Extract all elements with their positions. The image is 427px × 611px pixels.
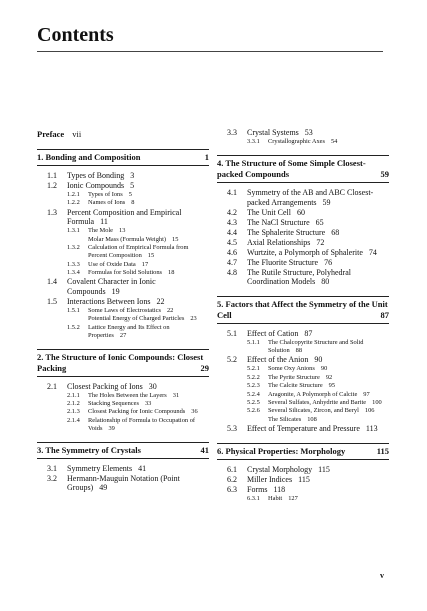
page-number: v (380, 571, 384, 580)
entry-title: Habit 127 (268, 494, 298, 502)
entry-page: 41 (138, 463, 147, 473)
entry-number: 5.2.3 (247, 382, 260, 390)
entry-page: 23 (190, 315, 197, 323)
chapter-page: 29 (200, 362, 209, 373)
entry-title: Symmetry of the AB and ABC Closest-packed Arrangements 59 (247, 188, 374, 207)
toc-entry[interactable] (217, 238, 389, 248)
entry-page: 17 (141, 260, 149, 268)
entry-number: 1.1 (47, 171, 57, 180)
entry-number: 3.3 (227, 128, 237, 138)
entry-title: Lattice Energy and Its Effect on Properties 27 (88, 323, 170, 339)
entry-page: 18 (168, 268, 175, 276)
entry-number: 6.1 (227, 464, 237, 474)
entry-page: 39 (108, 424, 115, 432)
toc-entry[interactable] (37, 297, 209, 307)
entry-number: 6.2 (227, 474, 237, 484)
entry-page: 108 (307, 415, 317, 423)
toc-entry[interactable] (37, 417, 209, 433)
entry-number: 4.3 (227, 217, 237, 227)
entry-page: 113 (365, 424, 378, 434)
entry-number: 6.3 (227, 484, 237, 494)
entry-title: The Sphalerite Structure 68 (247, 227, 340, 237)
toc-entry[interactable] (217, 228, 389, 238)
toc-entry[interactable] (217, 485, 389, 495)
entry-page: 90 (320, 365, 328, 373)
toc-entry[interactable] (217, 391, 389, 399)
entry-title: The Mole 13 (88, 227, 126, 235)
entry-title: Closest Packing of Ions 30 (67, 381, 157, 391)
toc-entry[interactable] (37, 324, 209, 340)
entry-number: 1.3.1 (67, 227, 80, 235)
entry-number: 2.1.1 (67, 391, 80, 399)
toc-chapter (37, 149, 209, 340)
toc-entry[interactable] (217, 382, 389, 390)
entry-title: The Silicates 108 (268, 415, 317, 423)
toc-entry[interactable] (37, 277, 209, 296)
chapter-heading[interactable] (217, 443, 389, 460)
chapter-heading[interactable] (37, 442, 209, 459)
entry-title: The Unit Cell 60 (247, 207, 305, 217)
toc-chapter (37, 349, 209, 433)
entry-page: 22 (166, 306, 174, 314)
entry-page: 90 (314, 355, 323, 365)
entry-number: 1.5 (47, 296, 57, 306)
title-rule (37, 51, 383, 52)
preface-page: vii (72, 129, 82, 139)
entry-title: Percent Composition and Empirical Formula 11 (67, 207, 182, 227)
toc-chapter (217, 443, 389, 503)
entry-title: Types of Bonding 3 (67, 171, 135, 180)
entry-title: Relationship of Formula to Occupation of Voids 39 (88, 416, 196, 432)
entry-number: 5.1.1 (247, 339, 260, 347)
entry-number: 1.5.1 (67, 306, 80, 314)
toc-entry[interactable] (37, 474, 209, 493)
entry-title: Effect of the Anion 90 (247, 355, 323, 365)
toc-entry[interactable] (217, 248, 389, 258)
toc-entry[interactable] (37, 208, 209, 227)
left-chapter-list (37, 149, 209, 493)
entry-number: 5.2.6 (247, 407, 260, 415)
chapter-title: 1. Bonding and Composition (37, 152, 141, 162)
toc-entry[interactable] (217, 268, 389, 287)
toc-entry[interactable] (37, 171, 209, 181)
entry-page: 100 (372, 398, 382, 406)
toc-chapter (217, 155, 389, 287)
entry-number: 5.2.1 (247, 365, 260, 373)
entry-title: Symmetry Elements 41 (67, 463, 147, 473)
entry-number: 4.6 (227, 247, 237, 257)
entry-title: Several Silicates, Zircon, and Beryl 106 (268, 407, 375, 415)
chapter-page: 41 (200, 444, 209, 455)
entry-number: 1.4 (47, 277, 57, 287)
entry-number: 2.1.4 (67, 416, 80, 424)
entry-number: 3.2 (47, 473, 57, 483)
entry-page: 53 (304, 128, 313, 138)
chapter-page: 87 (380, 310, 389, 321)
entry-page: 76 (324, 257, 333, 267)
entry-page: 59 (322, 197, 331, 207)
toc-entry[interactable] (217, 138, 389, 146)
entry-title: Axial Relationships 72 (247, 237, 325, 247)
toc-chapter (37, 442, 209, 493)
entry-title: The NaCl Structure 65 (247, 217, 324, 227)
toc-entry[interactable] (217, 208, 389, 218)
toc-entry[interactable] (37, 408, 209, 416)
toc-entry[interactable] (217, 475, 389, 485)
toc-entry[interactable] (217, 407, 389, 415)
entry-number: 4.8 (227, 267, 237, 277)
entry-title: Wurtzite, a Polymorph of Sphalerite 74 (247, 247, 377, 257)
toc-right-column (217, 128, 389, 503)
toc-entry[interactable] (37, 400, 209, 408)
entry-number: 1.2.2 (67, 199, 80, 207)
entry-page: 92 (325, 373, 333, 381)
entry-page: 22 (156, 296, 165, 306)
entry-page: 97 (363, 390, 370, 398)
toc-entry[interactable] (37, 236, 209, 244)
entry-page: 30 (148, 381, 157, 391)
entry-number: 5.2.5 (247, 398, 260, 406)
toc-entry[interactable] (217, 399, 389, 407)
entry-page: 88 (295, 347, 303, 355)
entry-page: 33 (144, 400, 152, 407)
toc-entry[interactable] (217, 218, 389, 228)
entry-page: 15 (147, 252, 155, 260)
entry-title: Forms 118 (247, 484, 286, 494)
entry-page: 3 (130, 171, 135, 180)
entry-title: The Pyrite Structure 92 (268, 373, 333, 381)
entry-number: 2.1 (47, 381, 57, 391)
entry-number: 4.1 (227, 188, 237, 198)
entry-title: Some Oxy Anions 90 (268, 365, 328, 373)
chapter-title: 6. Physical Properties: Morphology (217, 445, 346, 456)
toc-entry[interactable] (37, 307, 209, 315)
toc-preface[interactable] (37, 128, 209, 140)
entry-title: Crystal Systems 53 (247, 128, 313, 138)
entry-page: 115 (298, 474, 310, 484)
toc-entry[interactable] (37, 261, 209, 269)
entry-title: Several Sulfates, Anhydrite and Barite 100 (268, 398, 382, 406)
entry-number: 1.3.4 (67, 268, 80, 276)
entry-number: 6.3.1 (247, 494, 260, 502)
entry-number: 5.2 (227, 355, 237, 365)
entry-number: 1.5.2 (67, 323, 80, 331)
entry-title: Molar Mass (Formula Weight) 15 (88, 235, 179, 243)
entry-title: Crystallographic Axes 54 (268, 138, 338, 146)
entry-page: 87 (304, 329, 313, 339)
entry-number: 2.1.2 (67, 400, 80, 407)
right-chapter-list (217, 155, 389, 502)
entry-number: 1.2.1 (67, 190, 80, 198)
chapter-heading[interactable] (217, 155, 389, 183)
entry-title: Closest Packing for Ionic Compounds 36 (88, 408, 198, 416)
entry-number: 1.3.3 (67, 260, 80, 268)
toc-entry[interactable] (37, 227, 209, 235)
entry-number: 1.2 (47, 180, 57, 190)
chapter-page: 1 (204, 152, 209, 162)
entry-page: 5 (130, 180, 135, 190)
toc-entry[interactable] (217, 258, 389, 268)
entry-number: 4.4 (227, 227, 237, 237)
entry-number: 4.5 (227, 237, 237, 247)
toc-chapter (217, 296, 389, 434)
toc-entry[interactable] (37, 191, 209, 199)
entry-page: 74 (368, 247, 377, 257)
entry-page: 95 (328, 382, 336, 390)
page-title: Contents (37, 24, 114, 46)
entry-page: 60 (297, 207, 305, 217)
entry-number: 5.3 (227, 424, 237, 434)
entry-title: The Fluorite Structure 76 (247, 257, 333, 267)
entry-title: The Holes Between the Layers 31 (88, 391, 180, 399)
chapter-title: 3. The Symmetry of Crystals (37, 444, 141, 455)
entry-page: 106 (364, 407, 375, 415)
entry-title: The Rutile Structure, Polyhedral Coordination Models 80 (247, 267, 351, 287)
entry-title: Aragonite, A Polymorph of Calcite 97 (268, 390, 370, 398)
entry-title: Names of Ions 8 (88, 199, 135, 207)
toc-entry[interactable] (217, 329, 389, 339)
entry-number: 4.7 (227, 257, 237, 267)
entry-number: 3.3.1 (247, 138, 260, 146)
toc-entry[interactable] (37, 315, 209, 323)
toc-entry[interactable] (217, 339, 389, 355)
entry-page: 31 (172, 391, 180, 399)
entry-page: 80 (321, 277, 330, 287)
entry-title: The Calcite Structure 95 (268, 382, 336, 390)
chapter-page: 115 (376, 445, 389, 456)
toc-entry[interactable] (217, 424, 389, 434)
entry-page: 15 (172, 235, 179, 243)
entry-page: 49 (99, 483, 108, 493)
entry-page: 54 (330, 138, 338, 146)
entry-page: 36 (191, 408, 198, 416)
chapter-page: 59 (380, 169, 389, 180)
entry-page: 127 (288, 494, 298, 502)
entry-page: 13 (119, 227, 126, 235)
entry-title: Formulas for Solid Solutions 18 (88, 268, 175, 276)
entry-title: Effect of Temperature and Pressure 113 (247, 424, 378, 434)
entry-page: 8 (131, 199, 135, 207)
entry-number: 5.2.4 (247, 390, 260, 398)
toc-entry[interactable] (217, 188, 389, 207)
toc-entry[interactable] (37, 199, 209, 207)
entry-title: Use of Oxide Data 17 (88, 260, 149, 268)
entry-title: The Chalcopyrite Structure and Solid Solution 88 (268, 339, 364, 355)
toc-entry[interactable] (217, 355, 389, 365)
entry-number: 5.1 (227, 329, 237, 339)
entry-title: Hermann-Mauguin Notation (Point Groups) 49 (67, 473, 180, 493)
entry-number: 1.3 (47, 207, 57, 217)
entry-title: Ionic Compounds 5 (67, 180, 135, 190)
toc-entry[interactable] (217, 374, 389, 382)
toc-entry[interactable] (217, 365, 389, 373)
chapter-heading[interactable] (217, 296, 389, 324)
entry-number: 4.2 (227, 207, 237, 217)
chapter-title: 5. Factors that Affect the Symmetry of the Unit Cell (217, 299, 388, 321)
entry-number: 1.3.2 (67, 244, 80, 252)
entry-title: Miller Indices 115 (247, 474, 310, 484)
toc-entry[interactable] (37, 464, 209, 474)
entry-title: Calculation of Empirical Formula from Percent Composition 15 (88, 244, 189, 260)
entry-title: Stacking Sequences 33 (88, 400, 152, 407)
toc-entry[interactable] (217, 128, 389, 138)
toc-entry[interactable] (37, 269, 209, 277)
chapter-title: 4. The Structure of Some Simple Closest-packed Compounds (217, 158, 366, 180)
entry-title: Types of Ions 5 (88, 190, 132, 198)
entry-page: 72 (316, 237, 325, 247)
continued-entries (217, 128, 389, 146)
entry-title: Crystal Morphology 115 (247, 464, 330, 474)
entry-title: Potential Energy of Charged Particles 23 (88, 315, 197, 323)
chapter-title: 2. The Structure of Ionic Compounds: Closest Packing (37, 351, 204, 373)
chapter-heading[interactable] (37, 149, 209, 166)
entry-page: 68 (331, 227, 340, 237)
chapter-heading[interactable] (37, 349, 209, 377)
entry-page: 65 (315, 217, 324, 227)
toc-entry[interactable] (37, 382, 209, 392)
entry-number: 2.1.3 (67, 408, 80, 416)
toc-entry[interactable] (217, 495, 389, 503)
toc-left-column (37, 128, 209, 493)
entry-page: 5 (128, 190, 132, 198)
toc-entry[interactable] (217, 416, 389, 424)
entry-title: Interactions Between Ions 22 (67, 296, 165, 306)
entry-page: 115 (318, 464, 330, 474)
entry-page: 118 (273, 484, 286, 494)
entry-title: Covalent Character in Ionic Compounds 19 (67, 277, 156, 296)
toc-entry[interactable] (37, 181, 209, 191)
preface-title: Preface (37, 129, 65, 139)
toc-entry[interactable] (37, 244, 209, 260)
entry-page: 19 (111, 286, 120, 296)
entry-page: 11 (100, 217, 108, 227)
entry-title: Effect of Cation 87 (247, 329, 313, 339)
entry-number: 3.1 (47, 463, 57, 473)
entry-number: 5.2.2 (247, 373, 260, 381)
toc-entry[interactable] (217, 465, 389, 475)
entry-title: Some Laws of Electrostatics 22 (88, 306, 174, 314)
toc-entry[interactable] (37, 392, 209, 400)
entry-page: 27 (119, 331, 127, 339)
